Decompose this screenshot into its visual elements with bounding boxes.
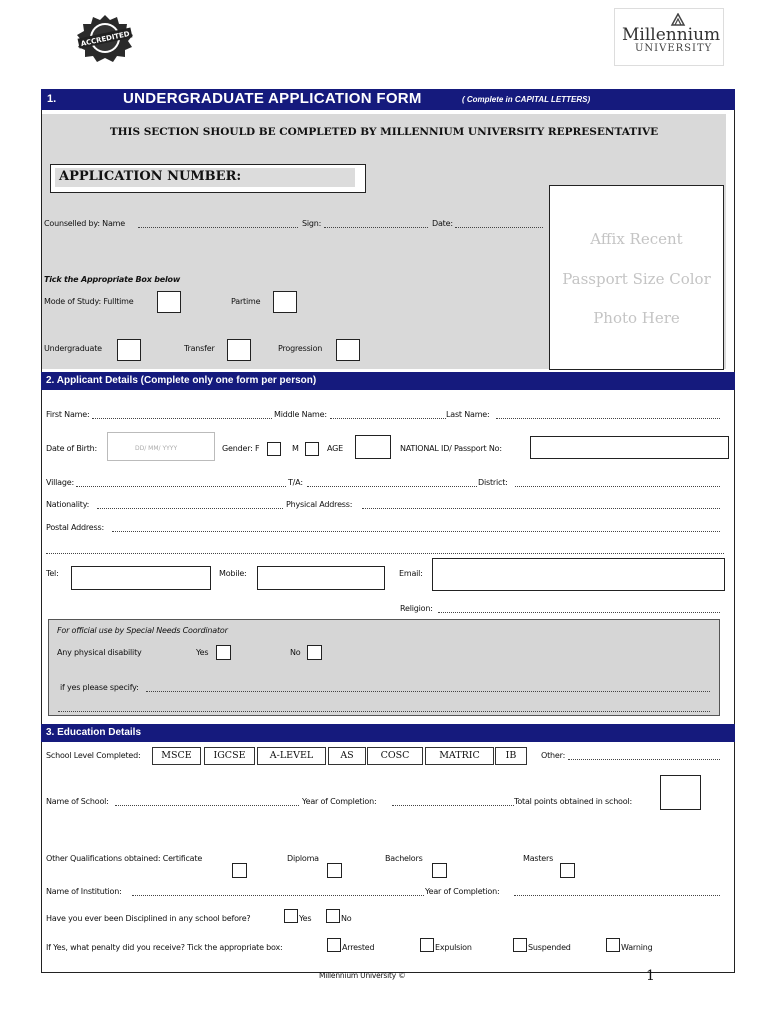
total-points-label: Total points obtained in school:: [514, 797, 632, 806]
last-name-label: Last Name:: [446, 410, 490, 419]
progression-checkbox[interactable]: [336, 339, 360, 361]
school-level-label: School Level Completed:: [46, 751, 141, 760]
disability-label: Any physical disability: [57, 648, 142, 657]
middle-name-line[interactable]: [330, 418, 446, 419]
level-matric[interactable]: MATRIC: [425, 747, 494, 765]
representative-notice: THIS SECTION SHOULD BE COMPLETED BY MILLENNIUM UNIVERSITY REPRESENTATIVE: [109, 126, 659, 138]
level-cosc[interactable]: COSC: [367, 747, 423, 765]
date-line[interactable]: [455, 227, 543, 228]
mobile-label: Mobile:: [219, 569, 247, 578]
undergraduate-checkbox[interactable]: [117, 339, 141, 361]
application-number-label: APPLICATION NUMBER:: [59, 169, 242, 184]
tick-instruction: Tick the Appropriate Box below: [44, 275, 181, 284]
progression-label: Progression: [278, 344, 323, 353]
section2-header: [41, 372, 735, 390]
disability-yes-checkbox[interactable]: [216, 645, 231, 660]
level-a-level[interactable]: A-LEVEL: [257, 747, 326, 765]
disability-no-checkbox[interactable]: [307, 645, 322, 660]
section1-number: 1.: [47, 93, 57, 105]
religion-line[interactable]: [438, 612, 720, 613]
specify-line[interactable]: [146, 691, 710, 692]
religion-label: Religion:: [400, 604, 433, 613]
undergraduate-label: Undergraduate: [44, 344, 102, 353]
nationality-line[interactable]: [97, 508, 283, 509]
gender-male-label: M: [292, 444, 299, 453]
dob-placeholder: DD/ MM/ YYYY: [135, 445, 178, 452]
disciplined-yes-label: Yes: [299, 914, 312, 923]
photo-instruction-3: Photo Here: [593, 309, 680, 327]
national-id-label: NATIONAL ID/ Passport No:: [400, 444, 502, 453]
sign-label: Sign:: [302, 219, 322, 228]
last-name-line[interactable]: [496, 418, 720, 419]
nationality-label: Nationality:: [46, 500, 90, 509]
postal-address-line-2[interactable]: [46, 553, 724, 554]
arrested-checkbox[interactable]: [327, 938, 341, 952]
postal-address-line[interactable]: [112, 531, 720, 532]
specify-line-2[interactable]: [58, 711, 710, 712]
physical-address-label: Physical Address:: [286, 500, 353, 509]
diploma-label: Diploma: [287, 854, 319, 863]
ta-line[interactable]: [307, 486, 477, 487]
year-completion-2-line[interactable]: [514, 895, 720, 896]
footer-copyright: Millennium University ©: [319, 971, 406, 980]
disciplined-question: Have you ever been Disciplined in any school before?: [46, 914, 251, 923]
gender-label: Gender: F: [222, 444, 260, 453]
university-logo: [614, 8, 724, 66]
special-needs-heading: For official use by Special Needs Coordinator: [57, 626, 228, 635]
warning-checkbox[interactable]: [606, 938, 620, 952]
arrested-label: Arrested: [342, 943, 375, 952]
section2-title: 2. Applicant Details (Complete only one form per person): [46, 375, 317, 386]
age-label: AGE: [327, 444, 343, 453]
bachelors-label: Bachelors: [385, 854, 423, 863]
mode-of-study-label: Mode of Study: Fulltime: [44, 297, 134, 306]
partime-checkbox[interactable]: [273, 291, 297, 313]
year-completion-label: Year of Completion:: [302, 797, 377, 806]
total-points-field[interactable]: [660, 775, 701, 810]
tel-label: Tel:: [46, 569, 59, 578]
transfer-checkbox[interactable]: [227, 339, 251, 361]
section1-title: UNDERGRADUATE APPLICATION FORM: [123, 90, 422, 107]
gender-female-checkbox[interactable]: [267, 442, 281, 456]
section1-note: ( Complete in CAPITAL LETTERS): [462, 95, 591, 104]
year-completion-2-label: Year of Completion:: [425, 887, 500, 896]
transfer-label: Transfer: [184, 344, 215, 353]
date-label: Date:: [432, 219, 453, 228]
bachelors-checkbox[interactable]: [432, 863, 447, 878]
diploma-checkbox[interactable]: [327, 863, 342, 878]
disciplined-yes-checkbox[interactable]: [284, 909, 298, 923]
mobile-field[interactable]: [257, 566, 385, 590]
disability-yes-label: Yes: [196, 648, 209, 657]
section3-title: 3. Education Details: [46, 727, 142, 738]
photo-box[interactable]: [549, 185, 724, 370]
photo-instruction-2: Passport Size Color: [562, 270, 711, 288]
penalty-question: If Yes, what penalty did you receive? Tick the appropriate box:: [46, 943, 283, 952]
dob-label: Date of Birth:: [46, 444, 98, 453]
email-field[interactable]: [432, 558, 725, 591]
specify-label: if yes please specify:: [60, 683, 139, 692]
suspended-label: Suspended: [528, 943, 571, 952]
disciplined-no-label: No: [341, 914, 352, 923]
ta-label: T/A:: [288, 478, 303, 487]
year-completion-line[interactable]: [392, 805, 514, 806]
disability-no-label: No: [290, 648, 301, 657]
other-level-label: Other:: [541, 751, 566, 760]
sign-line[interactable]: [324, 227, 428, 228]
other-qualifications-label: Other Qualifications obtained: Certificate: [46, 854, 203, 863]
tel-field[interactable]: [71, 566, 211, 590]
partime-label: Partime: [231, 297, 261, 306]
other-level-line[interactable]: [568, 759, 720, 760]
accredited-seal-icon: [72, 14, 138, 62]
photo-instruction-1: Affix Recent: [590, 230, 683, 248]
age-field[interactable]: [355, 435, 391, 459]
warning-label: Warning: [621, 943, 653, 952]
village-line[interactable]: [76, 486, 286, 487]
institution-label: Name of Institution:: [46, 887, 122, 896]
section3-header: [41, 724, 735, 742]
first-name-label: First Name:: [46, 410, 90, 419]
expulsion-checkbox[interactable]: [420, 938, 434, 952]
dob-field[interactable]: [107, 432, 215, 461]
accredited-badge: [72, 14, 138, 62]
email-label: Email:: [399, 569, 423, 578]
postal-address-label: Postal Address:: [46, 523, 104, 532]
institution-line[interactable]: [132, 895, 424, 896]
district-label: District:: [478, 478, 508, 487]
first-name-line[interactable]: [92, 418, 272, 419]
fulltime-checkbox[interactable]: [157, 291, 181, 313]
national-id-field[interactable]: [530, 436, 729, 459]
section1-header: [41, 89, 735, 110]
level-ib[interactable]: IB: [495, 747, 527, 765]
counselled-by-label: Counselled by: Name: [44, 219, 125, 228]
page-number: 1: [646, 968, 655, 984]
logo-main-text: Millennium: [622, 25, 721, 45]
school-name-line[interactable]: [115, 805, 299, 806]
expulsion-label: Expulsion: [435, 943, 472, 952]
masters-label: Masters: [523, 854, 554, 863]
middle-name-label: Middle Name:: [274, 410, 327, 419]
logo-sub-text: UNIVERSITY: [635, 43, 713, 54]
disciplined-no-checkbox[interactable]: [326, 909, 340, 923]
school-name-label: Name of School:: [46, 797, 109, 806]
masters-checkbox[interactable]: [560, 863, 575, 878]
gender-male-checkbox[interactable]: [305, 442, 319, 456]
level-as[interactable]: AS: [328, 747, 366, 765]
application-number-box[interactable]: [50, 164, 366, 193]
district-line[interactable]: [515, 486, 720, 487]
physical-address-line[interactable]: [362, 508, 720, 509]
certificate-checkbox[interactable]: [232, 863, 247, 878]
level-igcse[interactable]: IGCSE: [204, 747, 255, 765]
svg-text:ACCREDITED: ACCREDITED: [80, 29, 131, 49]
level-msce[interactable]: MSCE: [152, 747, 201, 765]
village-label: Village:: [46, 478, 74, 487]
counselled-by-line[interactable]: [138, 227, 298, 228]
suspended-checkbox[interactable]: [513, 938, 527, 952]
